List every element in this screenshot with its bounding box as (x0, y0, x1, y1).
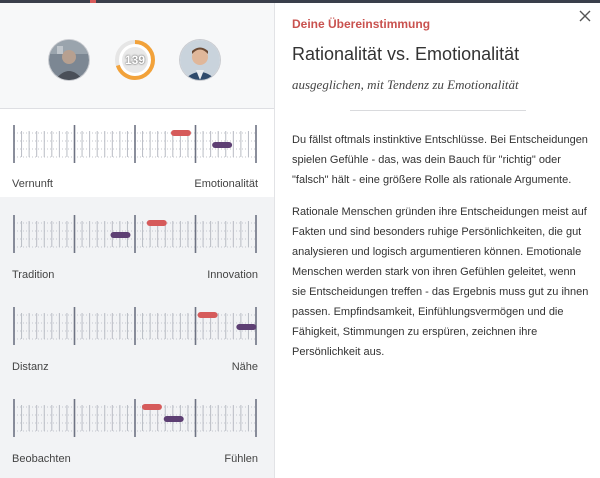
scale-left-label: Beobachten (12, 453, 71, 465)
scale-left-label: Tradition (12, 269, 55, 281)
scale-track (0, 391, 274, 447)
match-avatar[interactable] (49, 40, 89, 80)
scale-row[interactable] (0, 199, 274, 289)
user-marker (110, 232, 130, 238)
user-avatar[interactable] (180, 40, 220, 80)
description-paragraph: Du fällst oftmals instinktive Entschlüsse. Bei Entscheidungen spielen Gefühle - das, was dein Bauch für "richtig" oder "falsch" hält - eine größere Rolle als rationale Argumente. (292, 134, 588, 186)
detail-description (292, 130, 592, 374)
scale-right-label: Fühlen (224, 453, 258, 465)
match-score-value: 139 (124, 53, 146, 67)
match-marker (142, 404, 162, 410)
detail-title: Rationalität vs. Emotionalität (292, 44, 520, 64)
scale-right-label: Nähe (231, 361, 258, 373)
scale-left-label: Vernunft (12, 178, 53, 190)
detail-kicker: Deine Übereinstimmung (292, 17, 431, 31)
match-score-ring (113, 38, 157, 82)
close-icon[interactable] (577, 8, 593, 24)
detail-panel (274, 3, 600, 478)
scale-row[interactable] (0, 291, 274, 381)
match-header (0, 3, 274, 109)
scale-right-label: Emotionalität (194, 178, 258, 190)
scale-right-label: Innovation (207, 269, 258, 281)
divider (350, 110, 526, 111)
match-marker (171, 130, 191, 136)
match-marker (147, 220, 167, 226)
description-paragraph: Rationale Menschen gründen ihre Entscheidungen meist auf Fakten und sind besonders ruhige Persönlichkeiten, die gut analysieren und logisch argumentieren können. Emotionale Menschen werden stark von ihren Gefühlen geleitet, wenn sie Entscheidungen treffen - das Ergebnis muss gut zu ihnen passen. Empfindsamkeit, Einfühlungsvermögen und die Fähigkeit, Stimmungen zu erspüren, zeichnen ihre Persönlichkeit aus. (292, 206, 589, 358)
scales-panel (0, 3, 274, 478)
match-marker (198, 312, 218, 318)
scale-track (0, 117, 274, 173)
user-marker (212, 142, 232, 148)
detail-subtitle: ausgeglichen, mit Tendenz zu Emotionalität (292, 77, 519, 92)
scale-left-label: Distanz (12, 361, 49, 373)
scale-track (0, 207, 274, 263)
scale-row[interactable] (0, 109, 274, 197)
user-marker (164, 416, 184, 422)
user-marker (236, 324, 256, 330)
scale-row[interactable] (0, 383, 274, 478)
scale-track (0, 299, 274, 355)
